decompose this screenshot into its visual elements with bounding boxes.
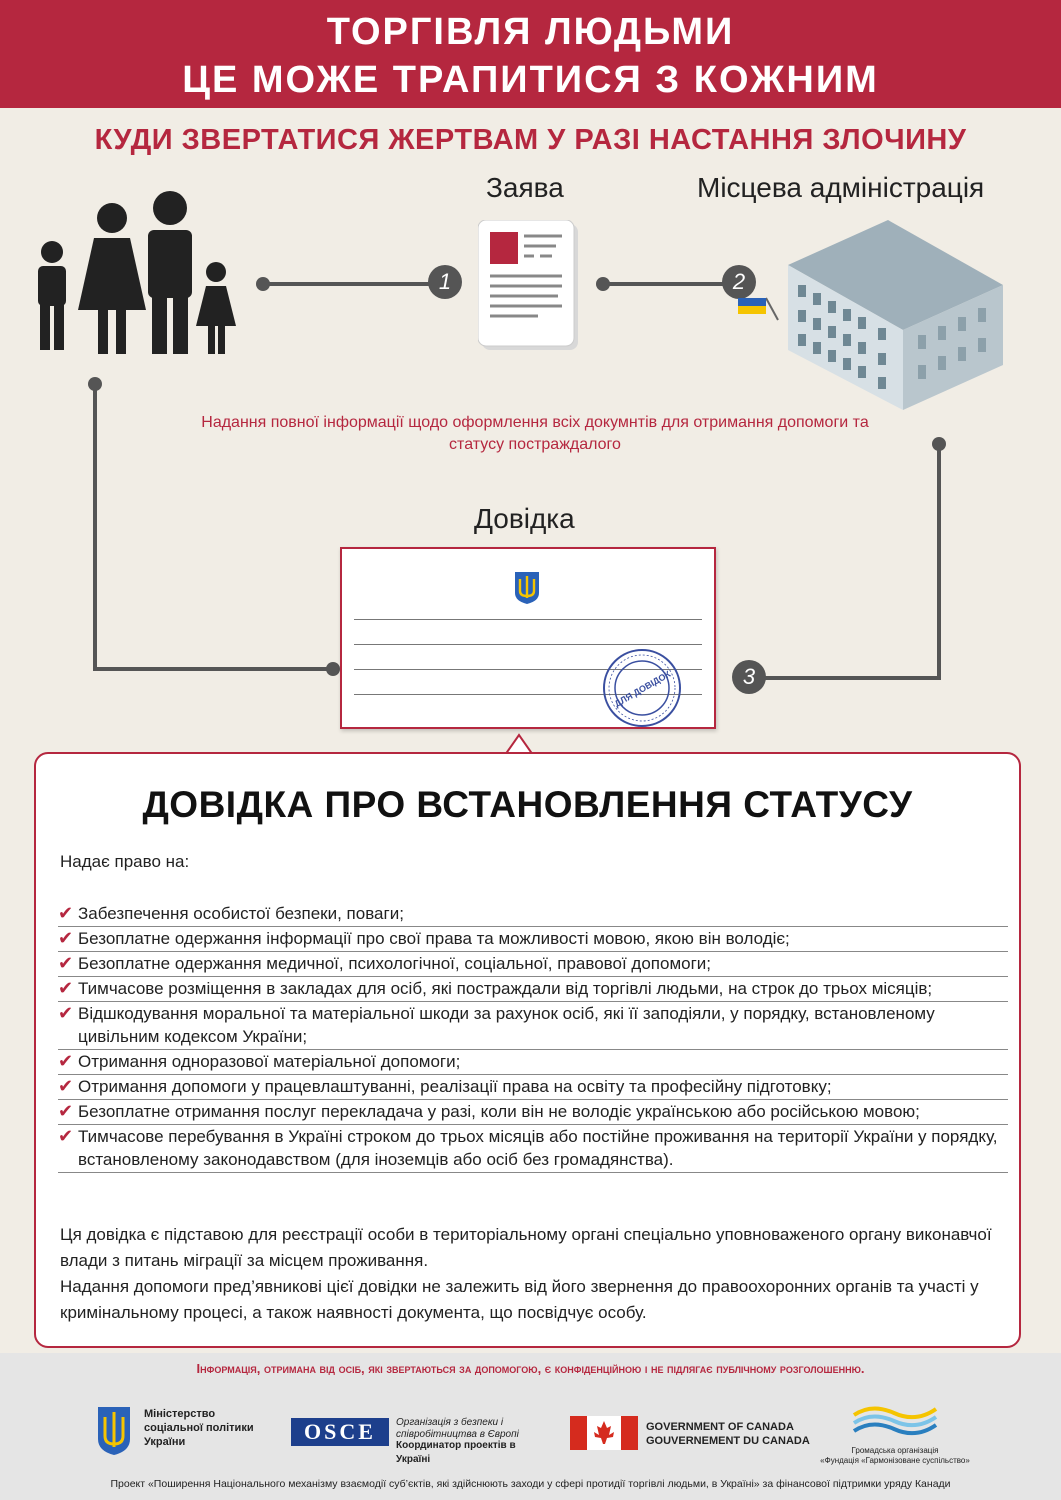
status-certificate-panel xyxy=(34,752,1021,1348)
step-3-marker: 3 xyxy=(732,660,766,694)
page-subtitle: КУДИ ЗВЕРТАТИСЯ ЖЕРТВАМ У РАЗІ НАСТАННЯ ЗЛОЧИНУ xyxy=(94,124,967,156)
list-item xyxy=(58,927,1008,952)
check-icon: ✔ xyxy=(58,1126,74,1146)
ngo-logo-icon xyxy=(852,1401,938,1441)
connector-left-horizontal xyxy=(93,667,333,671)
stamp-icon xyxy=(598,647,686,729)
list-item xyxy=(58,1002,1008,1050)
panel-title: ДОВІДКА ПРО ВСТАНОВЛЕННЯ СТАТУСУ xyxy=(142,784,913,825)
canada-government-fr: GOUVERNEMENT DU CANADA xyxy=(646,1435,810,1447)
connector-dot xyxy=(596,277,610,291)
list-item-text: Безоплатне отримання послуг перекладача у разі, коли він не володіє українською або російською мовою; xyxy=(78,1102,920,1121)
step-2-marker: 2 xyxy=(722,265,756,299)
grants-label: Надає право на: xyxy=(60,852,190,871)
check-icon: ✔ xyxy=(58,978,74,998)
list-item xyxy=(58,977,1008,1002)
list-item-text: Безоплатне одержання медичної, психологічної, соціальної, правової допомоги; xyxy=(78,954,712,973)
check-icon: ✔ xyxy=(58,1003,74,1023)
list-item xyxy=(58,952,1008,977)
project-credit: Проект «Поширення Національного механізму взаємодії суб’єктів, які здійснюють заходи у сфері протидії торгівлі людьми, в Україні» за фінансової підтримки уряду Канади xyxy=(110,1478,951,1490)
certificate-line xyxy=(354,644,702,645)
list-item-text: Отримання одноразової матеріальної допомоги; xyxy=(78,1052,461,1071)
administration-label: Місцева адміністрація xyxy=(697,172,985,203)
canada-government-en: GOVERNMENT OF CANADA xyxy=(646,1421,794,1433)
certificate-line xyxy=(354,619,702,620)
list-item xyxy=(58,902,1008,927)
ministry-name: Міністерство соціальної політики України xyxy=(144,1408,254,1448)
connector-1 xyxy=(262,282,437,286)
footer xyxy=(0,1353,1061,1500)
document-icon xyxy=(478,220,584,356)
header-title-line2: ЦЕ МОЖЕ ТРАПИТИСЯ З КОЖНИМ xyxy=(182,59,879,101)
info-text: Надання повної інформації щодо оформлення всіх докумнтів для отримання допомоги та статусу постраждалого xyxy=(201,414,869,453)
osce-name: Організація з безпеки і співробітництва в Європі xyxy=(396,1417,519,1440)
ukraine-coat-of-arms-icon xyxy=(96,1405,132,1457)
check-icon: ✔ xyxy=(58,903,74,923)
rights-list xyxy=(58,902,1008,1173)
connector-left-vertical xyxy=(93,384,97,671)
header-banner xyxy=(0,0,1061,108)
building-icon xyxy=(738,210,1008,415)
family-icon xyxy=(30,190,245,360)
ngo-name-line1: Громадська організація xyxy=(851,1446,939,1455)
stamp-text: ДЛЯ ДОВІДОК xyxy=(612,668,673,709)
list-item-text: Відшкодування моральної та матеріальної шкоди за рахунок осіб, які її заподіяли, у порядку, встановленому цивільним кодексом України; xyxy=(78,1004,935,1046)
certificate-card xyxy=(340,547,716,729)
trident-emblem-icon xyxy=(514,571,540,605)
canada-flag-icon xyxy=(570,1416,638,1450)
list-item xyxy=(58,1100,1008,1125)
certificate-label: Довідка xyxy=(474,503,575,534)
list-item-text: Забезпечення особистої безпеки, поваги; xyxy=(78,904,404,923)
connector-right-horizontal xyxy=(760,676,941,680)
connector-dot xyxy=(256,277,270,291)
application-label: Заява xyxy=(486,172,564,203)
list-item-text: Безоплатне одержання інформації про свої права та можливості мовою, якою він володіє; xyxy=(78,929,790,948)
check-icon: ✔ xyxy=(58,1076,74,1096)
list-item xyxy=(58,1125,1008,1173)
check-icon: ✔ xyxy=(58,1101,74,1121)
check-icon: ✔ xyxy=(58,928,74,948)
check-icon: ✔ xyxy=(58,953,74,973)
check-icon: ✔ xyxy=(58,1051,74,1071)
list-item xyxy=(58,1075,1008,1100)
confidentiality-notice: Інформація, отримана від осіб, які звертаються за допомогою, є конфіденційною і не підлягає публічному розголошенню. xyxy=(196,1361,865,1376)
note-assistance: Надання допомоги пред’явникові цієї довідки не залежить від його звернення до правоохоронних органів та участі у кримінальному процесі, а також наявності документа, що посвідчує особу. xyxy=(60,1277,979,1322)
step-1-marker: 1 xyxy=(428,265,462,299)
list-item xyxy=(58,1050,1008,1075)
connector-dot xyxy=(326,662,340,676)
header-title-line1: ТОРГІВЛЯ ЛЮДЬМИ xyxy=(326,11,735,53)
connector-right-vertical xyxy=(937,444,941,680)
list-item-text: Отримання допомоги у працевлаштуванні, реалізації права на освіту та професійну підготовку; xyxy=(78,1077,832,1096)
list-item-text: Тимчасове розміщення в закладах для осіб, які постраждали від торгівлі людьми, на строк до трьох місяців; xyxy=(78,979,933,998)
note-registration: Ця довідка є підставою для реєстрації особи в територіальному органі спеціально уповноваженого органу виконавчої влади з питань міграції за місцем проживання. xyxy=(60,1225,992,1270)
connector-2 xyxy=(602,282,730,286)
osce-logo: OSCE xyxy=(291,1418,389,1446)
list-item-text: Тимчасове перебування в Україні строком до трьох місяців або постійне проживання на території України у порядку, встановленому законодавством (для іноземців або осіб без громадянства). xyxy=(78,1127,998,1169)
osce-coordinator: Координатор проектів в Україні xyxy=(396,1440,516,1465)
ngo-name-line2: «Фундація «Гармонізоване суспільство» xyxy=(820,1456,970,1465)
